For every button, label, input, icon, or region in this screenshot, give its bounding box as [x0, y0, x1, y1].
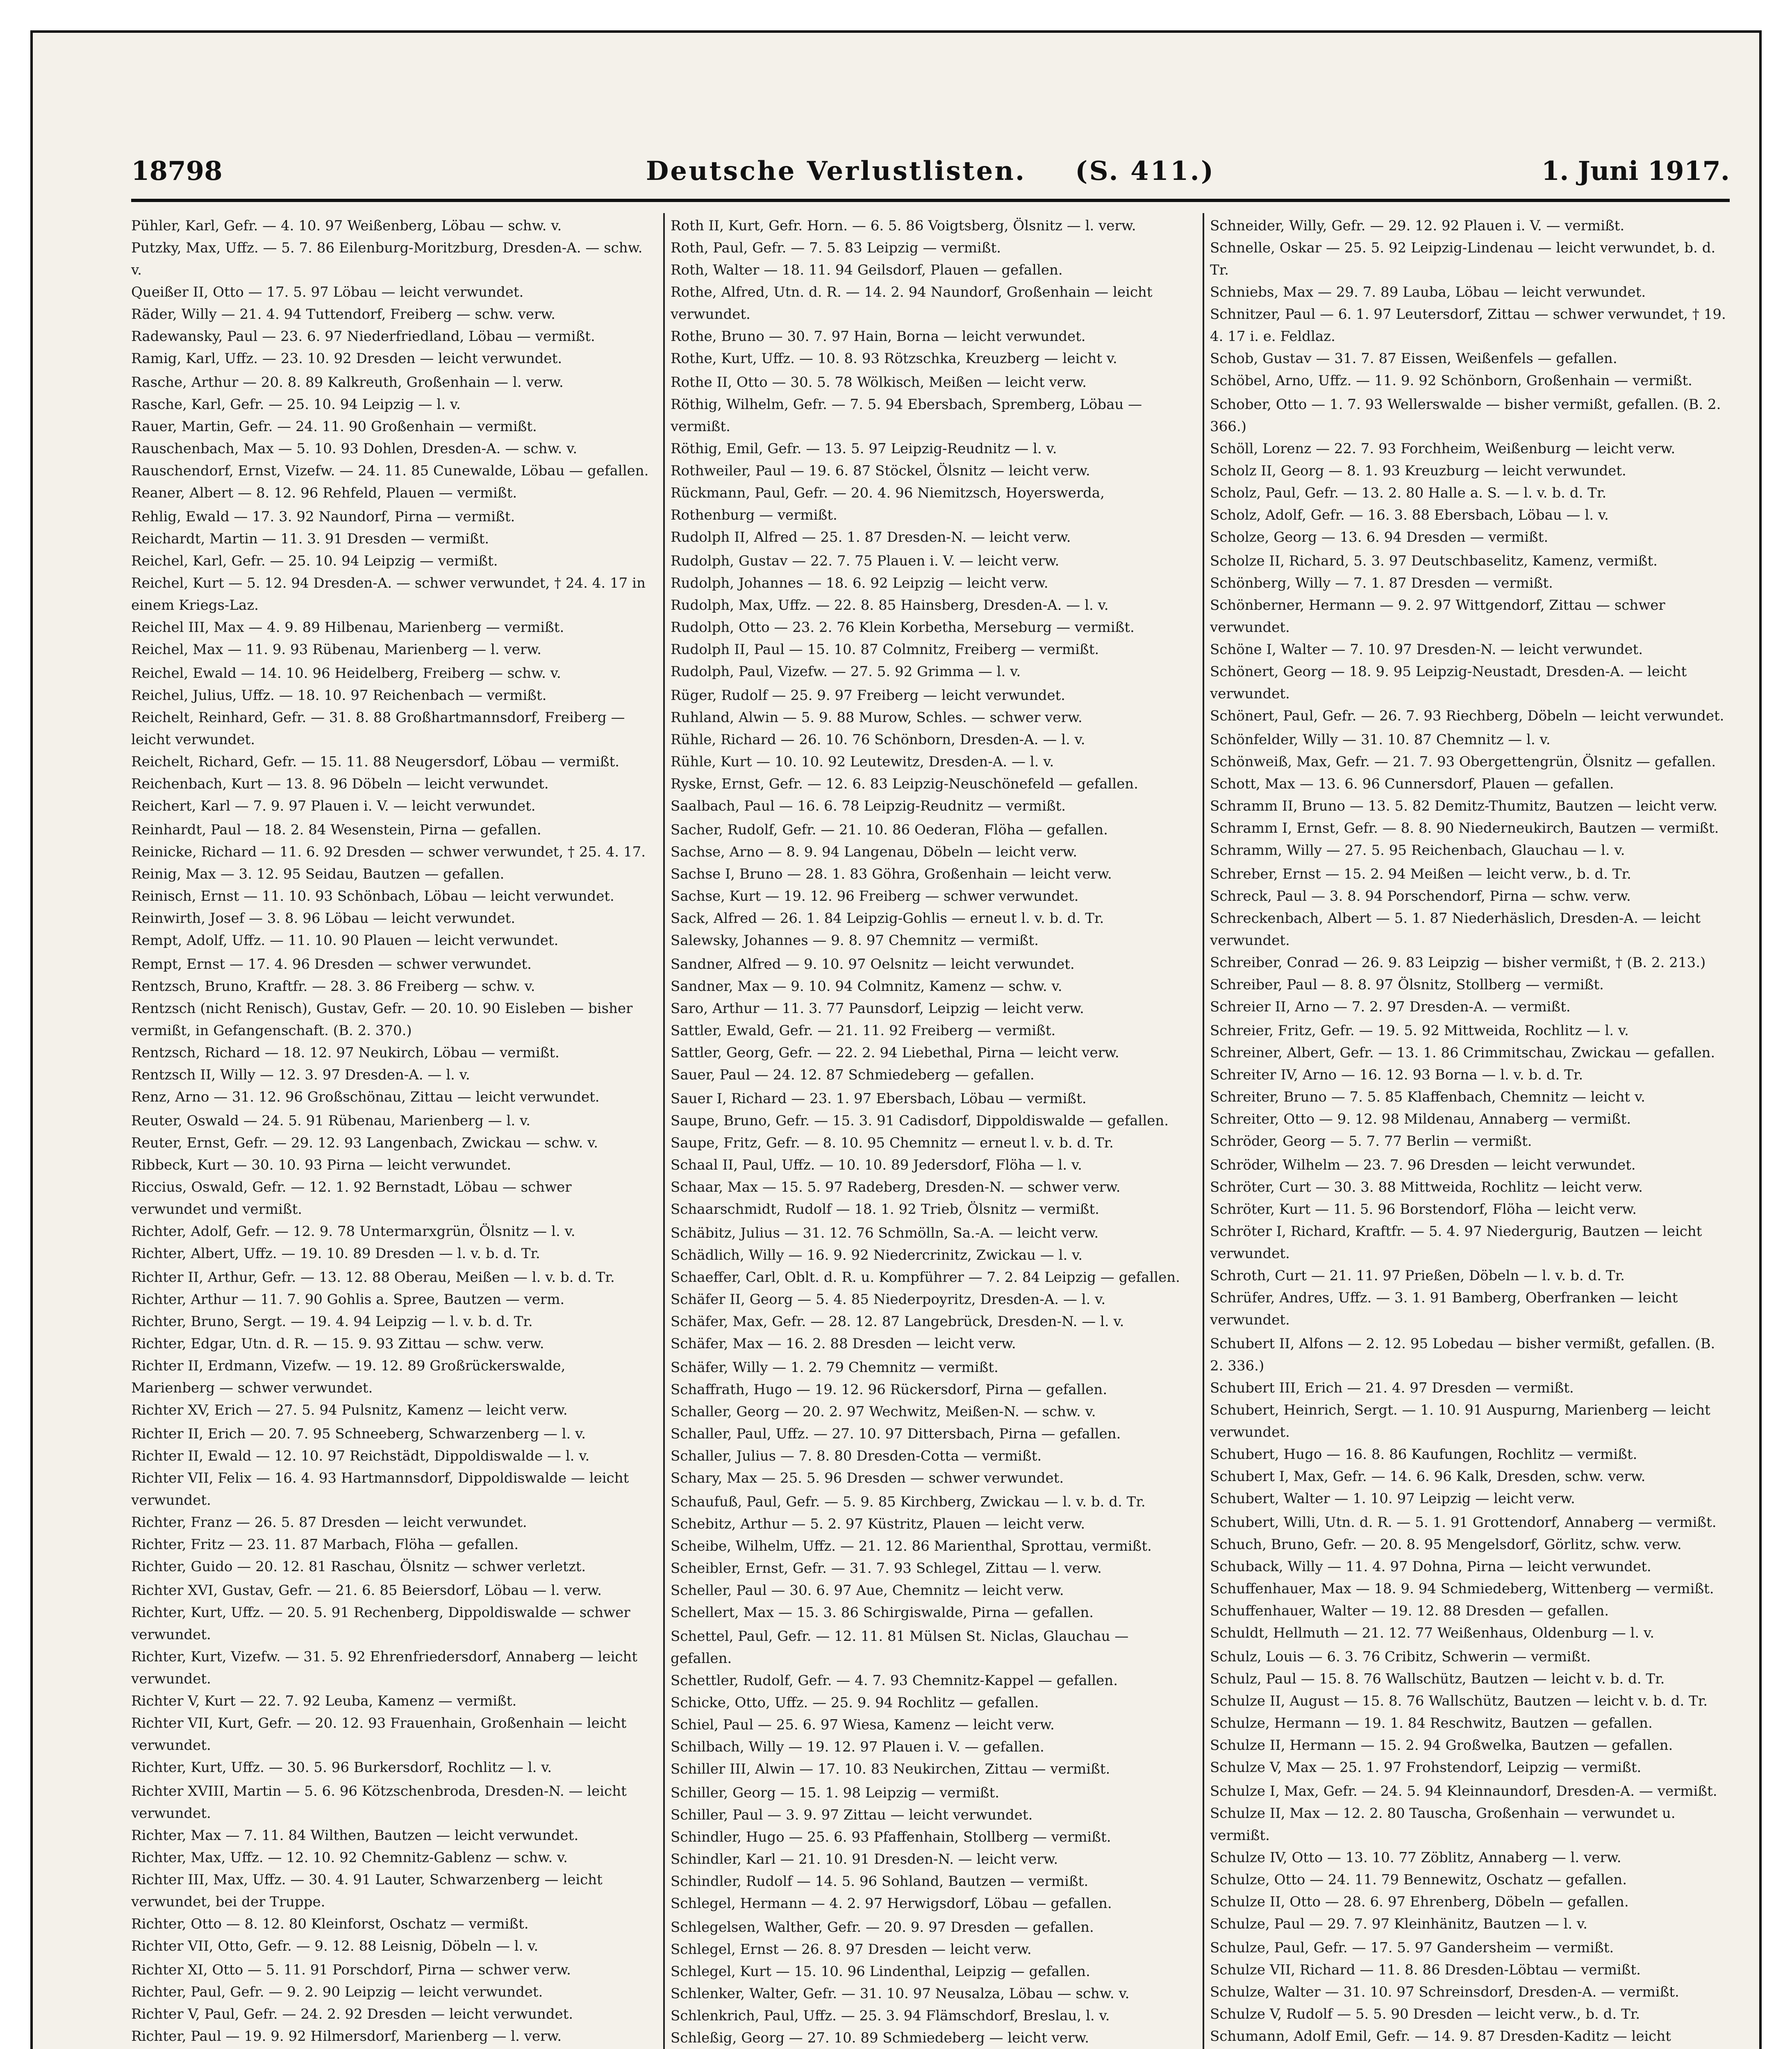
page-number: 18798 [131, 156, 223, 186]
casualty-entry: Schubert I, Max, Gefr. — 14. 6. 96 Kalk, Dresden, schw. verw. [1210, 1468, 1646, 1485]
casualty-entry: Schindler, Karl — 21. 10. 91 Dresden-N. — leicht verw. [671, 1851, 1058, 1867]
casualty-entry: Reichel, Kurt — 5. 12. 94 Dresden-A. — schwer verwundet, † 24. 4. 17 in einem Kriegs-Laz. [131, 575, 646, 613]
casualty-entry: Richter VII, Otto, Gefr. — 9. 12. 88 Leisnig, Döbeln — l. v. [131, 1938, 539, 1954]
casualty-entry: Reichelt, Richard, Gefr. — 15. 11. 88 Neugersdorf, Löbau — vermißt. [131, 754, 620, 770]
casualty-entry: Schäfer II, Georg — 5. 4. 85 Niederpoyritz, Dresden-A. — l. v. [671, 1291, 1106, 1308]
casualty-entry: Richter, Franz — 26. 5. 87 Dresden — leicht verwundet. [131, 1514, 527, 1531]
casualty-entry: Roth, Paul, Gefr. — 7. 5. 83 Leipzig — vermißt. [671, 240, 1001, 256]
page-header [131, 156, 1730, 193]
casualty-entry: Schulze V, Max — 25. 1. 97 Frohstendorf, Leipzig — vermißt. [1210, 1759, 1642, 1776]
casualty-entry: Schuffenhauer, Max — 18. 9. 94 Schmiedeberg, Wittenberg — vermißt. [1210, 1581, 1714, 1597]
casualty-entry: Richter II, Erdmann, Vizefw. — 19. 12. 89 Großrückerswalde, Marienberg — schwer verwundet. [131, 1358, 566, 1396]
casualty-entry: Schiller, Paul — 3. 9. 97 Zittau — leicht verwundet. [671, 1807, 1033, 1823]
casualty-entry: Saupe, Fritz, Gefr. — 8. 10. 95 Chemnitz — erneut l. v. b. d. Tr. [671, 1135, 1114, 1151]
casualty-entry: Schulze II, Hermann — 15. 2. 94 Großwelka, Bautzen — gefallen. [1210, 1737, 1673, 1754]
casualty-entry: Schroth, Curt — 21. 11. 97 Prießen, Döbeln — l. v. b. d. Tr. [1210, 1268, 1625, 1284]
casualty-entry: Schulze II, Max — 12. 2. 80 Tauscha, Großenhain — verwundet u. vermißt. [1210, 1805, 1676, 1844]
casualty-entry: Schröter, Kurt — 11. 5. 96 Borstendorf, Flöha — leicht verw. [1210, 1201, 1637, 1218]
casualty-entry: Reinhardt, Paul — 18. 2. 84 Wesenstein, Pirna — gefallen. [131, 822, 541, 838]
casualty-entry: Schädlich, Willy — 16. 9. 92 Niedercrinitz, Zwickau — l. v. [671, 1247, 1083, 1263]
casualty-entry: Schniebs, Max — 29. 7. 89 Lauba, Löbau — leicht verwundet. [1210, 284, 1646, 300]
casualty-entry: Rudolph, Max, Uffz. — 22. 8. 85 Hainsberg, Dresden-A. — l. v. [671, 597, 1109, 613]
casualty-entry: Röthig, Emil, Gefr. — 13. 5. 97 Leipzig-Reudnitz — l. v. [671, 441, 1057, 457]
casualty-entry [131, 2047, 651, 2049]
casualty-entry: Reichardt, Martin — 11. 3. 91 Dresden — vermißt. [131, 531, 489, 547]
casualty-entry: Schebitz, Arthur — 5. 2. 97 Küstritz, Plauen — leicht verw. [671, 1516, 1085, 1532]
casualty-entry: Räder, Willy — 21. 4. 94 Tuttendorf, Freiberg — schw. verw. [131, 306, 555, 323]
casualty-entry: Richter, Edgar, Utn. d. R. — 15. 9. 93 Zittau — schw. verw. [131, 1336, 544, 1352]
casualty-entry: Schreiter, Otto — 9. 12. 98 Mildenau, Annaberg — vermißt. [1210, 1111, 1631, 1127]
casualty-entry: Schönberner, Hermann — 9. 2. 97 Wittgendorf, Zittau — schwer verwundet. [1210, 597, 1665, 636]
casualty-entry: Schubert, Willi, Utn. d. R. — 5. 1. 91 Grottendorf, Annaberg — vermißt. [1210, 1514, 1717, 1531]
casualty-entry: Saalbach, Paul — 16. 6. 78 Leipzig-Reudnitz — vermißt. [671, 798, 1066, 814]
casualty-entry: Scheibler, Ernst, Gefr. — 31. 7. 93 Schlegel, Zittau — l. verw. [671, 1560, 1102, 1577]
casualty-entry: Scholze, Georg — 13. 6. 94 Dresden — vermißt. [1210, 529, 1549, 545]
casualty-entry: Reuter, Ernst, Gefr. — 29. 12. 93 Langenbach, Zwickau — schw. v. [131, 1135, 598, 1151]
casualty-entry: Roth, Walter — 18. 11. 94 Geilsdorf, Plauen — gefallen. [671, 262, 1063, 278]
casualty-entry: Richter XVIII, Martin — 5. 6. 96 Kötzschenbroda, Dresden-N. — leicht verwundet. [131, 1783, 627, 1822]
casualty-entry: Schreiber, Paul — 8. 8. 97 Ölsnitz, Stollberg — vermißt. [1210, 977, 1604, 993]
casualty-entry: Schröder, Georg — 5. 7. 77 Berlin — vermißt. [1210, 1133, 1532, 1149]
casualty-entry: Schreiter IV, Arno — 16. 12. 93 Borna — l. v. b. d. Tr. [1210, 1067, 1583, 1083]
casualty-entry: Renz, Arno — 31. 12. 96 Großschönau, Zittau — leicht verwundet. [131, 1089, 600, 1105]
casualty-entry: Richter, Guido — 20. 12. 81 Raschau, Ölsnitz — schwer verletzt. [131, 1558, 586, 1575]
casualty-entry: Richter, Arthur — 11. 7. 90 Gohlis a. Spree, Bautzen — verm. [131, 1291, 565, 1308]
casualty-entry: Schreckenbach, Albert — 5. 1. 87 Niederhäslich, Dresden-A. — leicht verwundet. [1210, 910, 1701, 949]
casualty-entry: Reinig, Max — 3. 12. 95 Seidau, Bautzen — gefallen. [131, 866, 505, 882]
casualty-entry: Schreiner, Albert, Gefr. — 13. 1. 86 Crimmitschau, Zwickau — gefallen. [1210, 1045, 1715, 1061]
casualty-entry: Rentzsch (nicht Renisch), Gustav, Gefr. — 20. 10. 90 Eisleben — bisher vermißt, in Gefangenschaft. (B. 2. 370.) [131, 1000, 633, 1039]
casualty-entry: Schilbach, Willy — 19. 12. 97 Plauen i. V. — gefallen. [671, 1739, 1044, 1755]
casualty-entry: Reaner, Albert — 8. 12. 96 Rehfeld, Plauen — vermißt. [131, 485, 517, 501]
casualty-entry: Schott, Max — 13. 6. 96 Cunnersdorf, Plauen — gefallen. [1210, 776, 1614, 792]
casualty-entry: Schaufuß, Paul, Gefr. — 5. 9. 85 Kirchberg, Zwickau — l. v. b. d. Tr. [671, 1494, 1146, 1510]
header-title-group [131, 156, 1730, 186]
casualty-entry: Rudolph, Otto — 23. 2. 76 Klein Korbetha, Merseburg — vermißt. [671, 619, 1135, 636]
casualty-entry: Schönberg, Willy — 7. 1. 87 Dresden — vermißt. [1210, 575, 1553, 591]
publication-title: Deutsche Verlustlisten. [646, 156, 1026, 186]
casualty-entry: Richter II, Ewald — 12. 10. 97 Reichstädt, Dippoldiswalde — l. v. [131, 1448, 590, 1464]
casualty-entry: Richter, Bruno, Sergt. — 19. 4. 94 Leipzig — l. v. b. d. Tr. [131, 1313, 533, 1330]
casualty-entry: Schreier, Fritz, Gefr. — 19. 5. 92 Mittweida, Rochlitz — l. v. [1210, 1022, 1629, 1039]
casualty-entry: Schlenker, Walter, Gefr. — 31. 10. 97 Neusalza, Löbau — schw. v. [671, 1985, 1130, 2002]
casualty-entry: Schary, Max — 25. 5. 96 Dresden — schwer verwundet. [671, 1470, 1064, 1486]
casualty-entry: Rudolph II, Paul — 15. 10. 87 Colmnitz, Freiberg — vermißt. [671, 641, 1099, 658]
casualty-entry: Richter, Otto — 8. 12. 80 Kleinforst, Oschatz — vermißt. [131, 1916, 529, 1932]
casualty-entry: Schubert III, Erich — 21. 4. 97 Dresden — vermißt. [1210, 1380, 1574, 1396]
casualty-entry: Schulze V, Rudolf — 5. 5. 90 Dresden — leicht verw., b. d. Tr. [1210, 2006, 1640, 2022]
casualty-entry: Schönweiß, Max, Gefr. — 21. 7. 93 Obergettengrün, Ölsnitz — gefallen. [1210, 754, 1716, 770]
casualty-entry: Ruhland, Alwin — 5. 9. 88 Murow, Schles. — schwer verw. [671, 709, 1082, 726]
casualty-entry: Scheibe, Wilhelm, Uffz. — 21. 12. 86 Marienthal, Sprottau, vermißt. [671, 1538, 1152, 1554]
casualty-entry: Schaffrath, Hugo — 19. 12. 96 Rückersdorf, Pirna — gefallen. [671, 1381, 1107, 1398]
casualty-entry: Schulze IV, Otto — 13. 10. 77 Zöblitz, Annaberg — l. verw. [1210, 1849, 1621, 1866]
casualty-entry: Ribbeck, Kurt — 30. 10. 93 Pirna — leicht verwundet. [131, 1157, 512, 1173]
casualty-entry: Schönfelder, Willy — 31. 10. 87 Chemnitz — l. v. [1210, 731, 1551, 748]
casualty-entry: Schicke, Otto, Uffz. — 25. 9. 94 Rochlitz — gefallen. [671, 1695, 1039, 1711]
casualty-entry: Schellert, Max — 15. 3. 86 Schirgiswalde, Pirna — gefallen. [671, 1604, 1094, 1621]
casualty-entry: Richter, Paul — 19. 9. 92 Hilmersdorf, Marienberg — l. verw. [131, 2028, 562, 2044]
casualty-entry: Salewsky, Johannes — 9. 8. 97 Chemnitz — vermißt. [671, 932, 1039, 949]
casualty-entry: Richter, Kurt, Uffz. — 20. 5. 91 Rechenberg, Dippoldiswalde — schwer verwundet. [131, 1604, 630, 1643]
casualty-entry: Schreiter, Bruno — 7. 5. 85 Klaffenbach, Chemnitz — leicht v. [1210, 1089, 1645, 1105]
casualty-entry: Queißer II, Otto — 17. 5. 97 Löbau — leicht verwundet. [131, 284, 524, 300]
casualty-entry: Ryske, Ernst, Gefr. — 12. 6. 83 Leipzig-Neuschönefeld — gefallen. [671, 776, 1138, 792]
casualty-entry: Scholze II, Richard, 5. 3. 97 Deutschbaselitz, Kamenz, vermißt. [1210, 553, 1658, 569]
casualty-entry: Reinicke, Richard — 11. 6. 92 Dresden — schwer verwundet, † 25. 4. 17. [131, 844, 646, 860]
casualty-entry: Sachse I, Bruno — 28. 1. 83 Göhra, Großenhain — leicht verw. [671, 866, 1112, 882]
casualty-entry: Sachse, Arno — 8. 9. 94 Langenau, Döbeln — leicht verw. [671, 844, 1078, 860]
casualty-entry: Schuldt, Hellmuth — 21. 12. 77 Weißenhaus, Oldenburg — l. v. [1210, 1625, 1655, 1641]
casualty-entry: Schubert II, Alfons — 2. 12. 95 Lobedau — bisher vermißt, gefallen. (B. 2. 336.) [1210, 1336, 1715, 1374]
casualty-entry: Schlegel, Hermann — 4. 2. 97 Herwigsdorf, Löbau — gefallen. [671, 1895, 1112, 1912]
casualty-entry: Reichel, Julius, Uffz. — 18. 10. 97 Reichenbach — vermißt. [131, 687, 547, 704]
casualty-entry: Schröter, Curt — 30. 3. 88 Mittweida, Rochlitz — leicht verw. [1210, 1179, 1643, 1195]
casualty-entry: Schulze, Hermann — 19. 1. 84 Reschwitz, Bautzen — gefallen. [1210, 1715, 1653, 1731]
casualty-entry: Scheller, Paul — 30. 6. 97 Aue, Chemnitz — leicht verw. [671, 1582, 1064, 1599]
casualty-entry: Rempt, Ernst — 17. 4. 96 Dresden — schwer verwundet. [131, 956, 532, 972]
casualty-entry: Saro, Arthur — 11. 3. 77 Paunsdorf, Leipzig — leicht verw. [671, 1000, 1084, 1017]
casualty-entry: Sandner, Max — 9. 10. 94 Colmnitz, Kamenz — schw. v. [671, 978, 1062, 995]
casualty-entry: Rempt, Adolf, Uffz. — 11. 10. 90 Plauen — leicht verwundet. [131, 932, 559, 949]
casualty-entry: Schulze II, Otto — 28. 6. 97 Ehrenberg, Döbeln — gefallen. [1210, 1894, 1629, 1910]
casualty-entry: Schreber, Ernst — 15. 2. 94 Meißen — leicht verw., b. d. Tr. [1210, 866, 1631, 882]
casualty-entry: Richter II, Arthur, Gefr. — 13. 12. 88 Oberau, Meißen — l. v. b. d. Tr. [131, 1269, 615, 1286]
casualty-entry: Richter III, Max, Uffz. — 30. 4. 91 Lauter, Schwarzenberg — leicht verwundet, bei der Truppe. [131, 1872, 603, 1910]
casualty-entry: Schäfer, Willy — 1. 2. 79 Chemnitz — vermißt. [671, 1359, 998, 1376]
casualty-entry: Schumann, Adolf Emil, Gefr. — 14. 9. 87 Dresden-Kaditz — leicht [1210, 2028, 1671, 2044]
column-3 [1203, 213, 1730, 2049]
header-rule [131, 199, 1730, 202]
casualty-entry: Ramig, Karl, Uffz. — 23. 10. 92 Dresden — leicht verwundet. [131, 350, 562, 367]
casualty-entry: Schlegel, Ernst — 26. 8. 97 Dresden — leicht verw. [671, 1941, 1032, 1958]
casualty-entry: Schnitzer, Paul — 6. 1. 97 Leutersdorf, Zittau — schwer verwundet, † 19. 4. 17 i. e. Feldlaz. [1210, 306, 1726, 345]
casualty-entry: Rauer, Martin, Gefr. — 24. 11. 90 Großenhain — vermißt. [131, 418, 537, 435]
casualty-entry: Richter VII, Kurt, Gefr. — 20. 12. 93 Frauenhain, Großenhain — leicht verwundet. [131, 1715, 627, 1754]
casualty-entry: Rasche, Karl, Gefr. — 25. 10. 94 Leipzig — l. v. [131, 396, 461, 413]
casualty-entry: Schettler, Rudolf, Gefr. — 4. 7. 93 Chemnitz-Kappel — gefallen. [671, 1672, 1118, 1689]
casualty-entry: Schöbel, Arno, Uffz. — 11. 9. 92 Schönborn, Großenhain — vermißt. [1210, 373, 1692, 389]
casualty-entry: Schlegelsen, Walther, Gefr. — 20. 9. 97 Dresden — gefallen. [671, 1919, 1094, 1935]
column-2 [663, 213, 1190, 2049]
casualty-entry: Reinwirth, Josef — 3. 8. 96 Löbau — leicht verwundet. [131, 910, 516, 927]
casualty-entry: Rudolph, Johannes — 18. 6. 92 Leipzig — leicht verw. [671, 575, 1048, 591]
casualty-entry: Richter VII, Felix — 16. 4. 93 Hartmannsdorf, Dippoldiswalde — leicht verwundet. [131, 1470, 629, 1508]
casualty-entry: Richter, Paul, Gefr. — 9. 2. 90 Leipzig — leicht verwundet. [131, 1984, 543, 2000]
casualty-entry: Schuback, Willy — 11. 4. 97 Dohna, Pirna — leicht verwundet. [1210, 1558, 1651, 1575]
casualty-entry: Roth II, Kurt, Gefr. Horn. — 6. 5. 86 Voigtsberg, Ölsnitz — l. verw. [671, 218, 1136, 234]
casualty-entry: Rauschenbach, Max — 5. 10. 93 Dohlen, Dresden-A. — schw. v. [131, 441, 578, 457]
casualty-entry: Schröter I, Richard, Kraftfr. — 5. 4. 97 Niedergurig, Bautzen — leicht verwundet. [1210, 1223, 1702, 1262]
casualty-entry: Putzky, Max, Uffz. — 5. 7. 86 Eilenburg-Moritzburg, Dresden-A. — schw. v. [131, 240, 643, 278]
casualty-entry: Schiel, Paul — 25. 6. 97 Wiesa, Kamenz — leicht verw. [671, 1717, 1055, 1733]
casualty-entry: Rasche, Arthur — 20. 8. 89 Kalkreuth, Großenhain — l. verw. [131, 374, 564, 391]
casualty-entry: Schröder, Wilhelm — 23. 7. 96 Dresden — leicht verwundet. [1210, 1157, 1636, 1173]
casualty-entry: Sauer, Paul — 24. 12. 87 Schmiedeberg — gefallen. [671, 1067, 1035, 1083]
casualty-entry: Schuch, Bruno, Gefr. — 20. 8. 95 Mengelsdorf, Görlitz, schw. verw. [1210, 1536, 1682, 1553]
casualty-entry: Richter II, Erich — 20. 7. 95 Schneeberg, Schwarzenberg — l. v. [131, 1426, 586, 1442]
casualty-entry: Reuter, Oswald — 24. 5. 91 Rübenau, Marienberg — l. v. [131, 1113, 530, 1129]
casualty-entry: Schäbitz, Julius — 31. 12. 76 Schmölln, Sa.-A. — leicht verw. [671, 1225, 1099, 1241]
casualty-entry: Sauer I, Richard — 23. 1. 97 Ebersbach, Löbau — vermißt. [671, 1090, 1087, 1107]
casualty-entry: Richter XV, Erich — 27. 5. 94 Pulsnitz, Kamenz — leicht verw. [131, 1402, 568, 1418]
casualty-entry: Schulze, Walter — 31. 10. 97 Schreinsdorf, Dresden-A. — vermißt. [1210, 1984, 1679, 2000]
casualty-entry: Schaller, Julius — 7. 8. 80 Dresden-Cotta — vermißt. [671, 1448, 1042, 1464]
casualty-entry: Richter XI, Otto — 5. 11. 91 Porschdorf, Pirna — schwer verw. [131, 1962, 571, 1978]
casualty-entry: Richter, Adolf, Gefr. — 12. 9. 78 Untermarxgrün, Ölsnitz — l. v. [131, 1223, 575, 1240]
casualty-entry: Sacher, Rudolf, Gefr. — 21. 10. 86 Oederan, Flöha — gefallen. [671, 822, 1108, 838]
casualty-entry: Schindler, Rudolf — 14. 5. 96 Sohland, Bautzen — vermißt. [671, 1873, 1089, 1890]
casualty-entry: Scholz II, Georg — 8. 1. 93 Kreuzburg — leicht verwundet. [1210, 463, 1626, 479]
casualty-entry: Rentzsch, Richard — 18. 12. 97 Neukirch, Löbau — vermißt. [131, 1045, 559, 1061]
casualty-entry: Schleßig, Georg — 27. 10. 89 Schmiedeberg — leicht verw. [671, 2030, 1089, 2046]
casualty-entry: Rehlig, Ewald — 17. 3. 92 Naundorf, Pirna — vermißt. [131, 509, 515, 525]
casualty-entry: Rudolph II, Alfred — 25. 1. 87 Dresden-N. — leicht verw. [671, 529, 1071, 545]
casualty-entry: Richter XVI, Gustav, Gefr. — 21. 6. 85 Beiersdorf, Löbau — l. verw. [131, 1582, 602, 1599]
casualty-entry: Rothe, Kurt, Uffz. — 10. 8. 93 Rötzschka, Kreuzberg — leicht v. [671, 350, 1117, 367]
casualty-entry: Schaal II, Paul, Uffz. — 10. 10. 89 Jedersdorf, Flöha — l. v. [671, 1157, 1082, 1173]
casualty-entry: Riccius, Oswald, Gefr. — 12. 1. 92 Bernstadt, Löbau — schwer verwundet und vermißt. [131, 1179, 572, 1218]
casualty-entry: Richter, Max, Uffz. — 12. 10. 92 Chemnitz-Gablenz — schw. v. [131, 1849, 568, 1866]
casualty-entry: Reichel, Ewald — 14. 10. 96 Heidelberg, Freiberg — schw. v. [131, 665, 561, 681]
casualty-entry: Schubert, Heinrich, Sergt. — 1. 10. 91 Auspurng, Marienberg — leicht verwundet. [1210, 1402, 1710, 1440]
casualty-entry: Reichert, Karl — 7. 9. 97 Plauen i. V. — leicht verwundet. [131, 798, 536, 814]
newspaper-page [33, 33, 1759, 2049]
casualty-entry: Schulze II, August — 15. 8. 76 Wallschütz, Bautzen — leicht v. b. d. Tr. [1210, 1693, 1708, 1709]
casualty-entry: Richter V, Kurt — 22. 7. 92 Leuba, Kamenz — vermißt. [131, 1693, 517, 1709]
casualty-entry: Schulze I, Max, Gefr. — 24. 5. 94 Kleinnaundorf, Dresden-A. — vermißt. [1210, 1783, 1717, 1799]
casualty-entry: Schreier II, Arno — 7. 2. 97 Dresden-A. — vermißt. [1210, 999, 1571, 1015]
casualty-entry: Schulz, Paul — 15. 8. 76 Wallschütz, Bautzen — leicht v. b. d. Tr. [1210, 1671, 1665, 1687]
casualty-entry: Rühle, Richard — 26. 10. 76 Schönborn, Dresden-A. — l. v. [671, 731, 1085, 748]
casualty-entry: Schubert, Hugo — 16. 8. 86 Kaufungen, Rochlitz — vermißt. [1210, 1446, 1637, 1463]
casualty-entry: Rothe II, Otto — 30. 5. 78 Wölkisch, Meißen — leicht verw. [671, 374, 1087, 391]
casualty-entry: Schulze, Otto — 24. 11. 79 Bennewitz, Oschatz — gefallen. [1210, 1872, 1627, 1888]
casualty-entry: Schäfer, Max — 16. 2. 88 Dresden — leicht verw. [671, 1336, 1016, 1352]
casualty-entry: Schreiber, Conrad — 26. 9. 83 Leipzig — bisher vermißt, † (B. 2. 213.) [1210, 954, 1706, 971]
casualty-entry: Rothe, Bruno — 30. 7. 97 Hain, Borna — leicht verwundet. [671, 328, 1086, 345]
casualty-entry: Schnelle, Oskar — 25. 5. 92 Leipzig-Lindenau — leicht verwundet, b. d. Tr. [1210, 240, 1716, 278]
casualty-entry: Schettel, Paul, Gefr. — 12. 11. 81 Mülsen St. Niclas, Glauchau — gefallen. [671, 1628, 1129, 1667]
casualty-entry: Reinisch, Ernst — 11. 10. 93 Schönbach, Löbau — leicht verwundet. [131, 888, 614, 904]
casualty-entry: Schober, Otto — 1. 7. 93 Wellerswalde — bisher vermißt, gefallen. (B. 2. 366.) [1210, 396, 1721, 435]
casualty-entry: Schaller, Paul, Uffz. — 27. 10. 97 Dittersbach, Pirna — gefallen. [671, 1426, 1121, 1442]
casualty-entry: Schöne I, Walter — 7. 10. 97 Dresden-N. — leicht verwundet. [1210, 641, 1643, 658]
casualty-entry: Rauschendorf, Ernst, Vizefw. — 24. 11. 85 Cunewalde, Löbau — gefallen. [131, 463, 649, 479]
casualty-entry: Schneider, Willy, Gefr. — 29. 12. 92 Plauen i. V. — vermißt. [1210, 218, 1625, 234]
casualty-entry: Reichel, Max — 11. 9. 93 Rübenau, Marienberg — l. verw. [131, 641, 541, 658]
casualty-entry: Scholz, Paul, Gefr. — 13. 2. 80 Halle a. S. — l. v. b. d. Tr. [1210, 485, 1607, 501]
casualty-entry: Sack, Alfred — 26. 1. 84 Leipzig-Gohlis — erneut l. v. b. d. Tr. [671, 910, 1104, 927]
casualty-entry: Richter, Kurt, Vizefw. — 31. 5. 92 Ehrenfriedersdorf, Annaberg — leicht verwundet. [131, 1649, 638, 1687]
casualty-entry: Schob, Gustav — 31. 7. 87 Eissen, Weißenfels — gefallen. [1210, 350, 1617, 367]
casualty-entry: Saupe, Bruno, Gefr. — 15. 3. 91 Cadisdorf, Dippoldiswalde — gefallen. [671, 1113, 1169, 1129]
casualty-entry: Schöll, Lorenz — 22. 7. 93 Forchheim, Weißenburg — leicht verw. [1210, 441, 1676, 457]
casualty-entry: Schönert, Georg — 18. 9. 95 Leipzig-Neustadt, Dresden-A. — leicht verwundet. [1210, 663, 1687, 702]
casualty-entry: Richter, Albert, Uffz. — 19. 10. 89 Dresden — l. v. b. d. Tr. [131, 1245, 540, 1262]
casualty-entry: Rudolph, Paul, Vizefw. — 27. 5. 92 Grimma — l. v. [671, 663, 1021, 680]
casualty-entry: Rentzsch, Bruno, Kraftfr. — 28. 3. 86 Freiberg — schw. v. [131, 978, 535, 995]
casualty-entry: Schuffenhauer, Walter — 19. 12. 88 Dresden — gefallen. [1210, 1603, 1609, 1619]
casualty-entry: Rüger, Rudolf — 25. 9. 97 Freiberg — leicht verwundet. [671, 687, 1065, 704]
casualty-entry: Pühler, Karl, Gefr. — 4. 10. 97 Weißenberg, Löbau — schw. v. [131, 218, 562, 234]
casualty-entry: Reichel, Karl, Gefr. — 25. 10. 94 Leipzig — vermißt. [131, 553, 498, 569]
columns-container [131, 213, 1730, 2049]
casualty-entry: Schiller III, Alwin — 17. 10. 83 Neukirchen, Zittau — vermißt. [671, 1761, 1110, 1777]
casualty-entry: Scholz, Adolf, Gefr. — 16. 3. 88 Ebersbach, Löbau — l. v. [1210, 507, 1609, 523]
casualty-entry: Rühle, Kurt — 10. 10. 92 Leutewitz, Dresden-A. — l. v. [671, 754, 1054, 770]
casualty-entry: Rothweiler, Paul — 19. 6. 87 Stöckel, Ölsnitz — leicht verw. [671, 463, 1090, 479]
casualty-entry: Rudolph, Gustav — 22. 7. 75 Plauen i. V. — leicht verw. [671, 553, 1060, 569]
casualty-entry: Rothe, Alfred, Utn. d. R. — 14. 2. 94 Naundorf, Großenhain — leicht verwundet. [671, 284, 1153, 323]
casualty-entry: Richter, Fritz — 23. 11. 87 Marbach, Flöha — gefallen. [131, 1536, 519, 1553]
casualty-entry: Schramm II, Bruno — 13. 5. 82 Demitz-Thumitz, Bautzen — leicht verw. [1210, 798, 1718, 814]
casualty-entry: Schulze, Paul, Gefr. — 17. 5. 97 Gandersheim — vermißt. [1210, 1940, 1614, 1956]
publication-date: 1. Juni 1917. [1541, 156, 1730, 186]
casualty-entry: Schulze VII, Richard — 11. 8. 86 Dresden-Löbtau — vermißt. [1210, 1962, 1641, 1978]
casualty-entry: Richter V, Paul, Gefr. — 24. 2. 92 Dresden — leicht verwundet. [131, 2006, 573, 2022]
casualty-entry: Reichenbach, Kurt — 13. 8. 96 Döbeln — leicht verwundet. [131, 776, 549, 792]
casualty-entry: Richter, Kurt, Uffz. — 30. 5. 96 Burkersdorf, Rochlitz — l. v. [131, 1759, 552, 1776]
casualty-entry: Sattler, Georg, Gefr. — 22. 2. 94 Liebethal, Pirna — leicht verw. [671, 1045, 1119, 1061]
casualty-entry: Schönert, Paul, Gefr. — 26. 7. 93 Riechberg, Döbeln — leicht verwundet. [1210, 708, 1724, 724]
casualty-entry: Schubert, Walter — 1. 10. 97 Leipzig — leicht verw. [1210, 1490, 1575, 1507]
casualty-entry: Schaeffer, Carl, Oblt. d. R. u. Kompführer — 7. 2. 84 Leipzig — gefallen. [671, 1269, 1180, 1286]
casualty-entry: Reichelt, Reinhard, Gefr. — 31. 8. 88 Großhartmannsdorf, Freiberg — leicht verwundet. [131, 709, 625, 748]
issue-number: (S. 411.) [1075, 156, 1215, 186]
casualty-entry: Schramm I, Ernst, Gefr. — 8. 8. 90 Niederneukirch, Bautzen — vermißt. [1210, 820, 1719, 836]
casualty-entry: Schaar, Max — 15. 5. 97 Radeberg, Dresden-N. — schwer verw. [671, 1179, 1121, 1195]
casualty-entry: Schulz, Louis — 6. 3. 76 Cribitz, Schwerin — vermißt. [1210, 1649, 1591, 1665]
casualty-entry: Schlegel, Kurt — 15. 10. 96 Lindenthal, Leipzig — gefallen. [671, 1963, 1090, 1980]
casualty-entry: Reichel III, Max — 4. 9. 89 Hilbenau, Marienberg — vermißt. [131, 619, 564, 636]
casualty-entry: Schäfer, Max, Gefr. — 28. 12. 87 Langebrück, Dresden-N. — l. v. [671, 1313, 1124, 1330]
casualty-entry: Schulze, Paul — 29. 7. 97 Kleinhänitz, Bautzen — l. v. [1210, 1916, 1587, 1932]
casualty-entry: Schrüfer, Andres, Uffz. — 3. 1. 91 Bamberg, Oberfranken — leicht verwundet. [1210, 1290, 1678, 1328]
casualty-entry: Radewansky, Paul — 23. 6. 97 Niederfriedland, Löbau — vermißt. [131, 328, 595, 345]
casualty-entry: Schramm, Willy — 27. 5. 95 Reichenbach, Glauchau — l. v. [1210, 842, 1625, 859]
casualty-entry: Richter, Max — 7. 11. 84 Wilthen, Bautzen — leicht verwundet. [131, 1827, 579, 1844]
casualty-entry: Sattler, Ewald, Gefr. — 21. 11. 92 Freiberg — vermißt. [671, 1022, 1056, 1039]
casualty-entry: Schlenkrich, Paul, Uffz. — 25. 3. 94 Flämschdorf, Breslau, l. v. [671, 2008, 1110, 2024]
column-1 [131, 213, 651, 2049]
casualty-entry: Rückmann, Paul, Gefr. — 20. 4. 96 Niemitzsch, Hoyerswerda, Rothenburg — vermißt. [671, 485, 1105, 523]
casualty-entry: Schaarschmidt, Rudolf — 18. 1. 92 Trieb, Ölsnitz — vermißt. [671, 1201, 1099, 1218]
casualty-entry: Schaller, Georg — 20. 2. 97 Wechwitz, Meißen-N. — schw. v. [671, 1404, 1096, 1420]
casualty-entry: Sachse, Kurt — 19. 12. 96 Freiberg — schwer verwundet. [671, 888, 1079, 904]
casualty-entry: Schreck, Paul — 3. 8. 94 Porschendorf, Pirna — schw. verw. [1210, 888, 1631, 904]
casualty-entry: Schiller, Georg — 15. 1. 98 Leipzig — vermißt. [671, 1785, 1000, 1801]
casualty-entry: Rentzsch II, Willy — 12. 3. 97 Dresden-A. — l. v. [131, 1067, 470, 1083]
casualty-entry: Sandner, Alfred — 9. 10. 97 Oelsnitz — leicht verwundet. [671, 956, 1075, 972]
casualty-entry: Röthig, Wilhelm, Gefr. — 7. 5. 94 Ebersbach, Spremberg, Löbau — vermißt. [671, 396, 1142, 435]
casualty-entry: Schindler, Hugo — 25. 6. 93 Pfaffenhain, Stollberg — vermißt. [671, 1829, 1111, 1845]
